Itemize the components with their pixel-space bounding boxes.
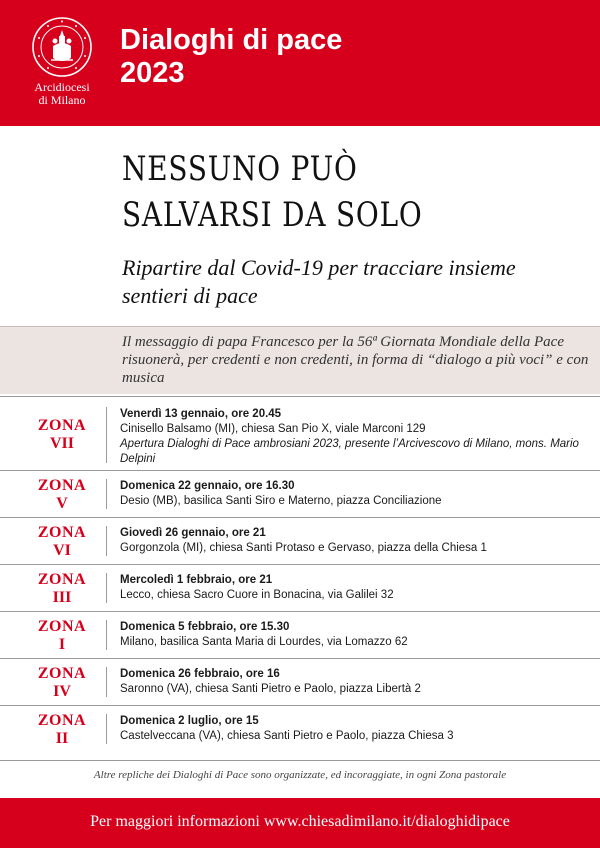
event-date: Venerdì 13 gennaio, ore 20.45 [120, 408, 282, 420]
message-band [0, 326, 600, 394]
diocese-seal-icon [31, 16, 93, 78]
event-divider [106, 526, 107, 556]
event-date: Mercoledì 1 febbraio, ore 21 [120, 574, 273, 586]
event-place: Lecco, chiesa Sacro Cuore in Bonacina, via Galilei 32 [120, 589, 394, 601]
footer-note: Altre repliche dei Dialoghi di Pace sono organizzate, ed incoraggiate, in ogni Zona pastorale [93, 769, 507, 781]
event-details [120, 573, 590, 603]
zone-number: V [56, 495, 68, 512]
event-row [0, 658, 600, 705]
zone-number: IV [53, 683, 71, 700]
event-divider [106, 714, 107, 744]
zone-number: VI [53, 542, 71, 559]
event-place: Castelveccana (VA), chiesa Santi Pietro e Paolo, piazza Chiesa 3 [120, 730, 454, 742]
zone-label: ZONA [37, 417, 87, 434]
event-row [0, 564, 600, 611]
event-details [120, 620, 590, 650]
zone-badge [20, 477, 104, 513]
event-row [0, 705, 600, 760]
header-banner [0, 0, 600, 126]
event-note: Apertura Dialoghi di Pace ambrosiani 2023, presente l’Arcivescovo di Milano, mons. Mario Delpini [120, 438, 579, 465]
zone-badge [20, 665, 104, 701]
event-divider [106, 620, 107, 650]
header-title-line1: Dialoghi di pace [120, 24, 343, 56]
zone-label: ZONA [37, 665, 87, 682]
zone-number: VII [49, 435, 74, 452]
event-place: Saronno (VA), chiesa Santi Pietro e Paolo, piazza Libertà 2 [120, 683, 421, 695]
event-date: Domenica 5 febbraio, ore 15.30 [120, 621, 290, 633]
archdiocese-logo [24, 16, 100, 107]
footer-info-link[interactable]: Per maggiori informazioni www.chiesadimilano.it/dialoghidipace [90, 813, 510, 830]
header-title [120, 24, 342, 90]
zone-label: ZONA [37, 477, 87, 494]
bottom-divider [0, 760, 600, 761]
event-details [120, 407, 590, 467]
event-row [0, 517, 600, 564]
event-row [0, 611, 600, 658]
message-text: Il messaggio di papa Francesco per la 56ª Giornata Mondiale della Pace risuonerà, per credenti e non credenti, in forma di “dialogo a più voci” e con musica [122, 334, 589, 386]
zone-label: ZONA [37, 571, 87, 588]
event-details [120, 479, 590, 509]
event-date: Domenica 2 luglio, ore 15 [120, 715, 259, 727]
event-place: Cinisello Balsamo (MI), chiesa San Pio X, viale Marconi 129 [120, 423, 426, 435]
zone-badge [20, 712, 104, 748]
zone-badge [20, 618, 104, 654]
main-title-line2: SALVARSI DA SOLO [122, 195, 423, 235]
event-divider [106, 407, 107, 463]
zone-number: II [55, 730, 69, 747]
event-date: Domenica 26 febbraio, ore 16 [120, 668, 280, 680]
event-divider [106, 479, 107, 509]
event-place: Gorgonzola (MI), chiesa Santi Protaso e Gervaso, piazza della Chiesa 1 [120, 542, 487, 554]
footer-banner [0, 798, 600, 848]
event-row [0, 396, 600, 470]
header-title-line2: 2023 [120, 57, 185, 89]
event-details [120, 526, 590, 556]
event-place: Desio (MB), basilica Santi Siro e Materno, piazza Conciliazione [120, 495, 442, 507]
zone-badge [20, 417, 104, 453]
event-details [120, 714, 590, 744]
event-details [120, 667, 590, 697]
event-divider [106, 573, 107, 603]
event-place: Milano, basilica Santa Maria di Lourdes, via Lomazzo 62 [120, 636, 408, 648]
zone-number: I [58, 636, 66, 653]
subtitle: Ripartire dal Covid-19 per tracciare insieme sentieri di pace [122, 255, 516, 308]
zone-number: III [52, 589, 72, 606]
zone-label: ZONA [37, 618, 87, 635]
main-title-line1: NESSUNO PUÒ [122, 149, 358, 189]
zone-badge [20, 524, 104, 560]
event-date: Domenica 22 gennaio, ore 16.30 [120, 480, 295, 492]
zone-label: ZONA [37, 712, 87, 729]
event-date: Giovedì 26 gennaio, ore 21 [120, 527, 266, 539]
event-row [0, 470, 600, 517]
main-title [122, 146, 423, 238]
zone-label: ZONA [37, 524, 87, 541]
seal-line1: Arcidiocesi [34, 80, 90, 94]
zone-badge [20, 571, 104, 607]
seal-line2: di Milano [38, 93, 86, 107]
event-divider [106, 667, 107, 697]
